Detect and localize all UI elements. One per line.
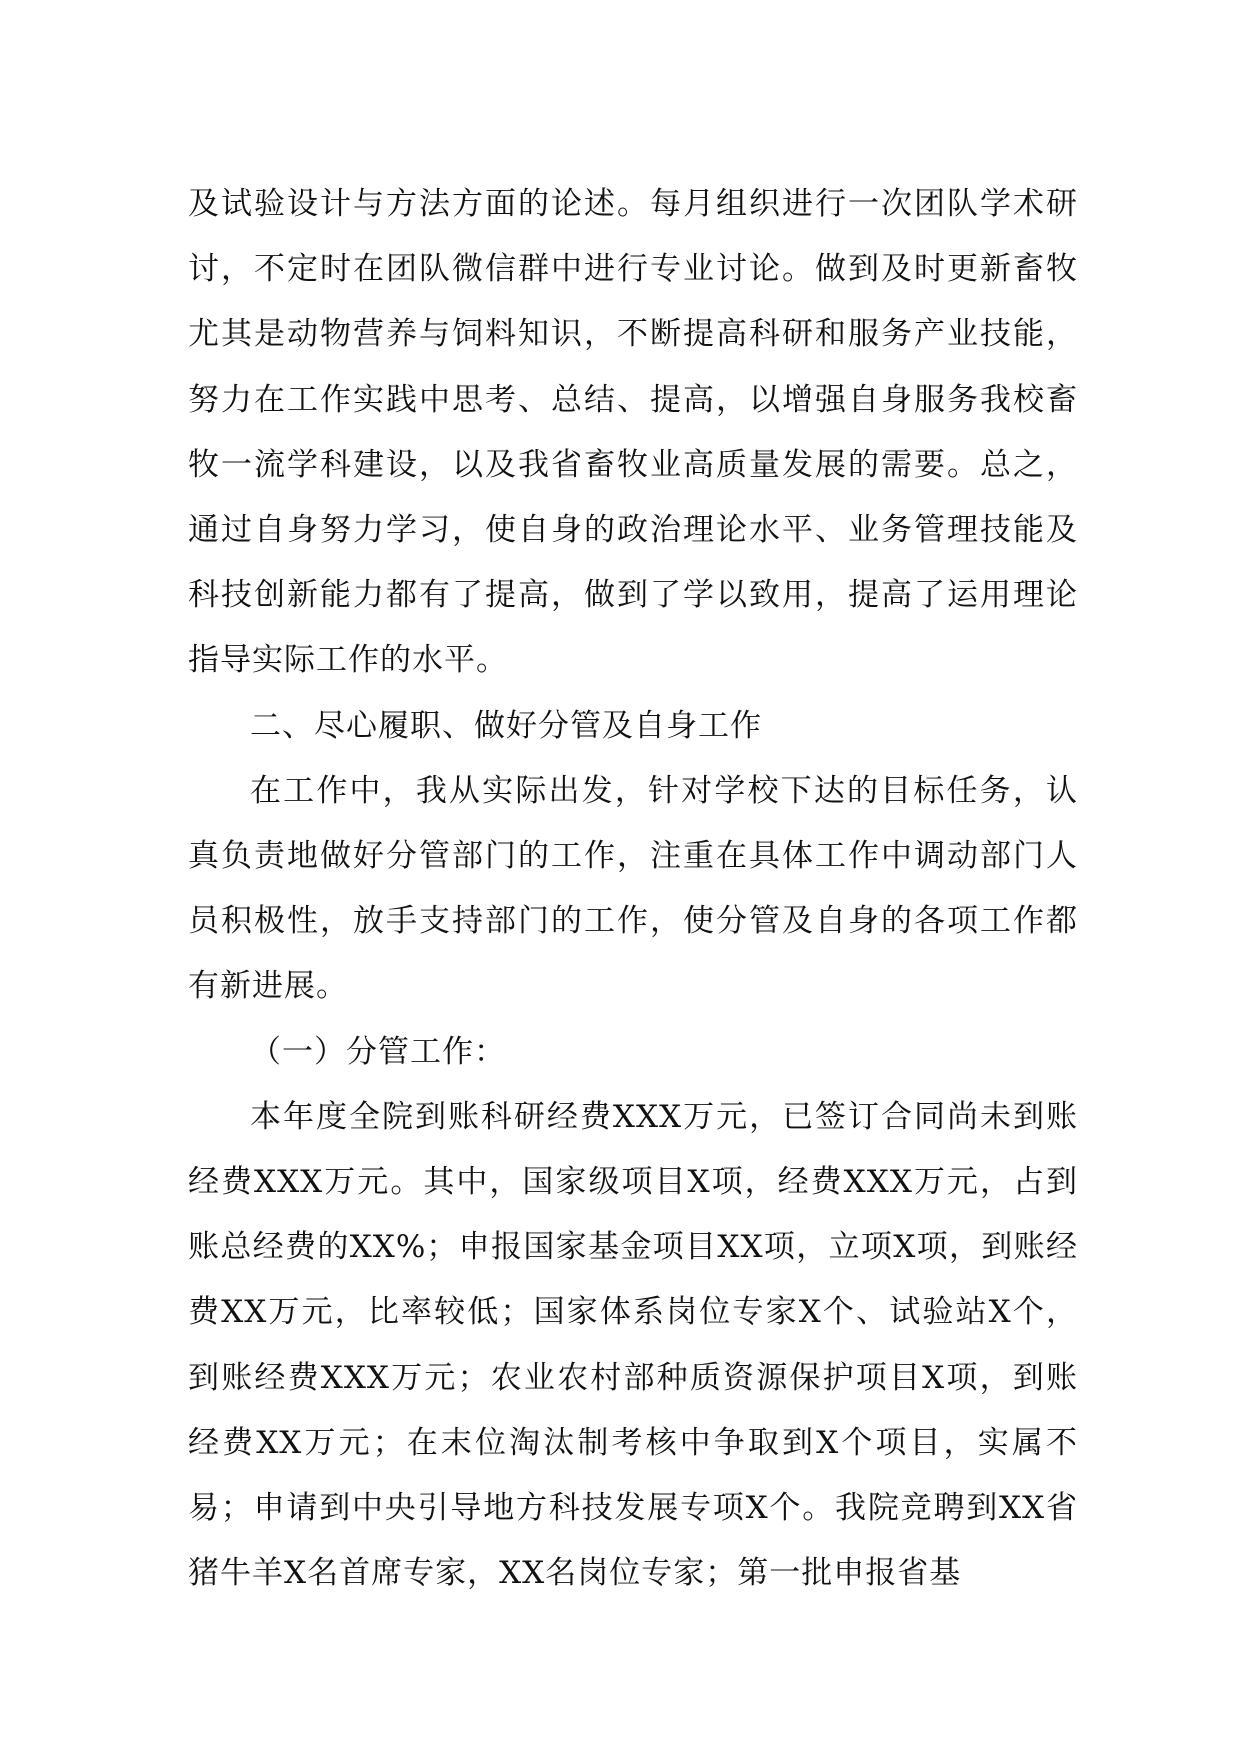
paragraph-work-overview: 在工作中，我从实际出发，针对学校下达的目标任务，认真负责地做好分管部门的工作，注重在具体工作中调动部门人员积极性，放手支持部门的工作，使分管及自身的各项工作都有新进展。 — [188, 772, 1078, 1005]
document-body — [188, 172, 1078, 1606]
paragraph-continuation: 及试验设计与方法方面的论述。每月组织进行一次团队学术研讨，不定时在团队微信群中进行专业讨论。做到及时更新畜牧尤其是动物营养与饲料知识，不断提高科研和服务产业技能，努力在工作实践中思考、总结、提高，以增强自身服务我校畜牧一流学科建设，以及我省畜牧业高质量发展的需要。总之，通过自身努力学习，使自身的政治理论水平、业务管理技能及科技创新能力都有了提高，做到了学以致用，提高了运用理论指导实际工作的水平。 — [188, 186, 1078, 679]
section-heading: 二、尽心履职、做好分管及自身工作 — [250, 707, 762, 744]
paragraph-funding: 本年度全院到账科研经费XXX万元，已签订合同尚未到账经费XXX万元。其中，国家级项目X项，经费XXX万元，占到账总经费的XX%；申报国家基金项目XX项，立项X项，到账经费XX万元，比率较低；国家体系岗位专家X个、试验站X个，到账经费XXX万元；农业农村部种质资源保护项目X项，到账经费XX万元；在末位淘汰制考核中争取到X个项目，实属不易；申请到中央引导地方科技发展专项X个。我院竞聘到XX省猪牛羊X名首席专家，XX名岗位专家；第一批申报省基 — [188, 1098, 1078, 1592]
subsection-heading: （一）分管工作： — [250, 1033, 506, 1070]
